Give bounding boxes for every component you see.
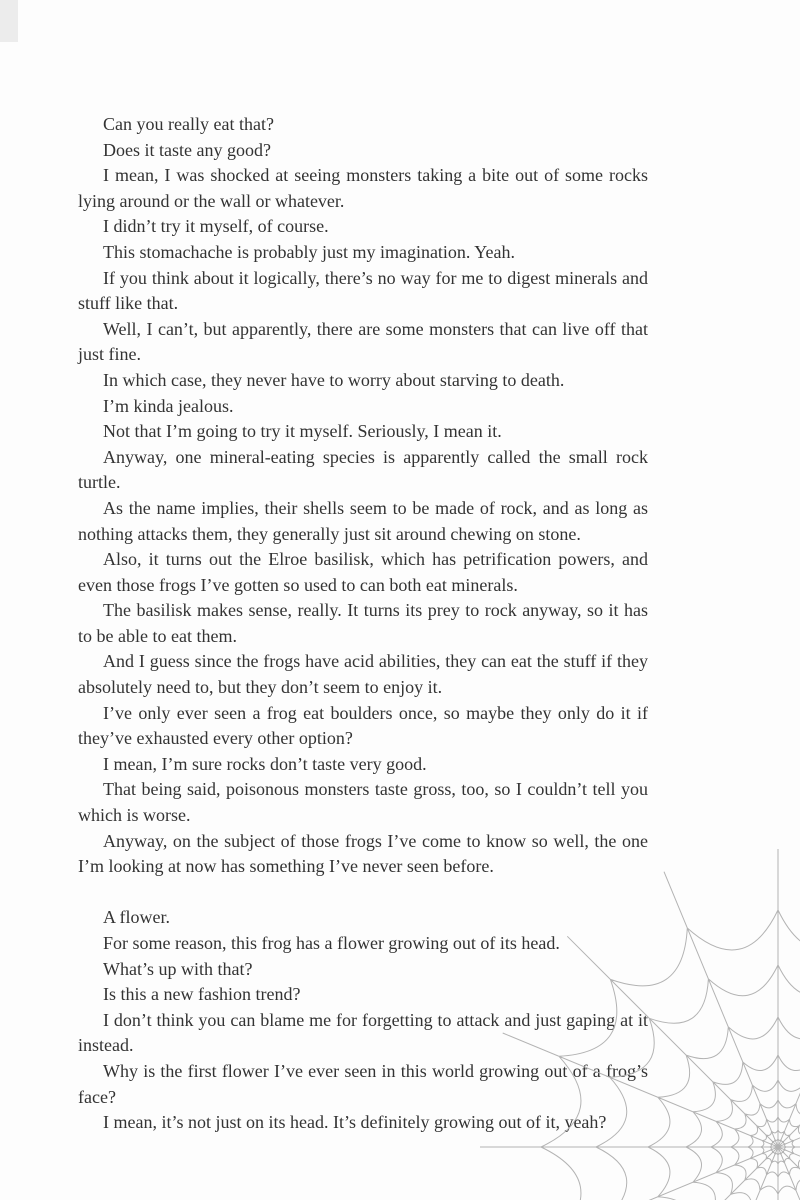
paragraph: In which case, they never have to worry about starving to death. xyxy=(103,369,565,390)
paragraph: I mean, I’m sure rocks don’t taste very good. xyxy=(103,753,427,774)
paragraph: I mean, I was shocked at seeing monsters taking a bite out of some rocks lying around or the wall or whatever. xyxy=(78,165,648,211)
paragraph: The basilisk makes sense, really. It turns its prey to rock anyway, so it has to be able to eat them. xyxy=(78,600,648,646)
paragraph: As the name implies, their shells seem to be made of rock, and as long as nothing attacks them, they generally just sit around chewing on stone. xyxy=(78,497,648,544)
paragraph: Anyway, one mineral-eating species is apparently called the small rock turtle. xyxy=(78,446,648,493)
paragraph: Also, it turns out the Elroe basilisk, which has petrification powers, and even those frogs I’ve gotten so used to can both eat minerals. xyxy=(78,549,648,595)
section-break xyxy=(78,880,648,906)
scan-artifact xyxy=(0,0,18,42)
text-section-2 xyxy=(78,905,648,1135)
paragraph: Well, I can’t, but apparently, there are some monsters that can live off that just fine. xyxy=(78,318,648,365)
paragraph: Not that I’m going to try it myself. Seriously, I mean it. xyxy=(103,421,502,442)
paragraph: I didn’t try it myself, of course. xyxy=(103,216,329,237)
paragraph: Anyway, on the subject of those frogs I’ve come to know so well, the one I’m looking at now has something I’ve never seen before. xyxy=(78,830,648,877)
paragraph: And I guess since the frogs have acid abilities, they can eat the stuff if they absolutely need to, but they don’t seem to enjoy it. xyxy=(78,651,648,698)
paragraph: Is this a new fashion trend? xyxy=(103,984,301,1005)
page-text xyxy=(78,112,648,1136)
paragraph: This stomachache is probably just my imagination. Yeah. xyxy=(103,241,515,262)
paragraph: Why is the first flower I’ve ever seen in this world growing out of a frog’s face? xyxy=(78,1060,648,1107)
paragraph: That being said, poisonous monsters taste gross, too, so I couldn’t tell you which is worse. xyxy=(78,779,648,826)
paragraph: If you think about it logically, there’s no way for me to digest minerals and stuff like that. xyxy=(78,267,648,314)
paragraph: Does it taste any good? xyxy=(103,139,271,160)
paragraph: For some reason, this frog has a flower growing out of its head. xyxy=(103,933,560,953)
paragraph: Can you really eat that? xyxy=(103,114,274,134)
paragraph: I’ve only ever seen a frog eat boulders once, so maybe they only do it if they’ve exhausted every other option? xyxy=(78,702,648,749)
paragraph: A flower. xyxy=(103,907,170,928)
paragraph: I mean, it’s not just on its head. It’s definitely growing out of it, yeah? xyxy=(103,1112,607,1133)
text-section-1 xyxy=(78,112,648,880)
paragraph: What’s up with that? xyxy=(103,958,253,979)
paragraph: I’m kinda jealous. xyxy=(103,395,234,416)
paragraph: I don’t think you can blame me for forgetting to attack and just gaping at it instead. xyxy=(78,1009,648,1056)
